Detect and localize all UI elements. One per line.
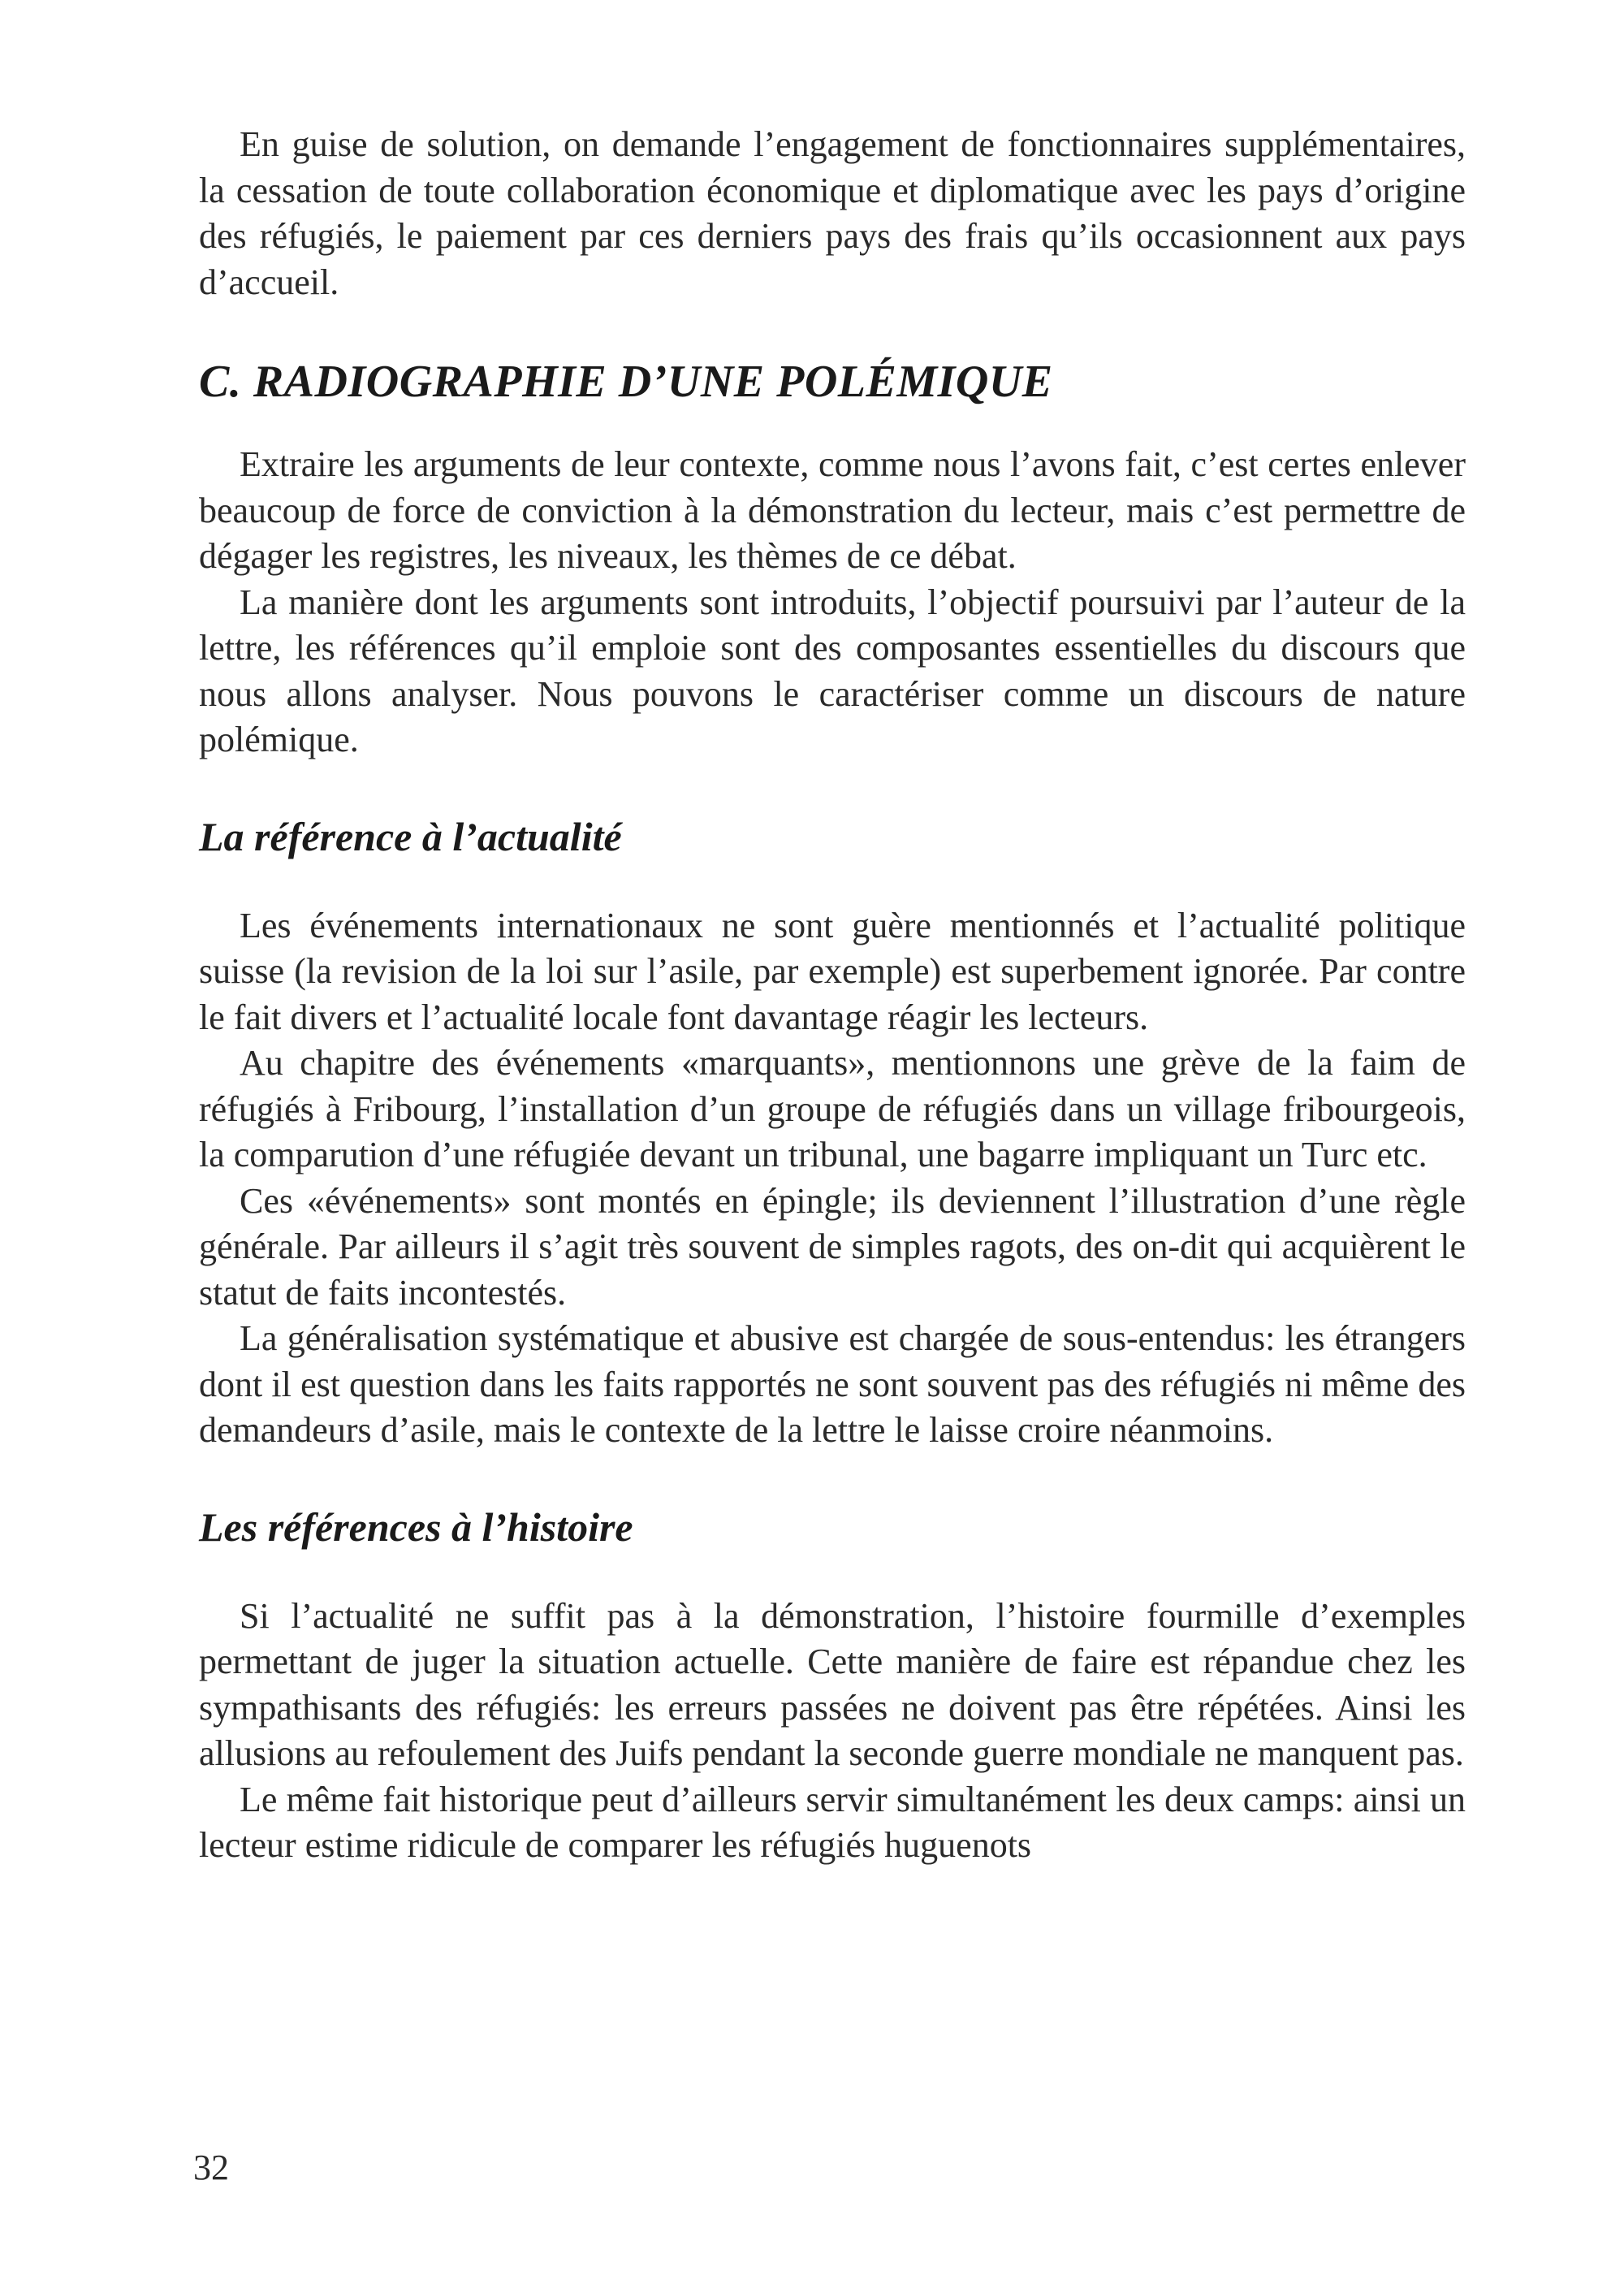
section-c-paragraph-2: La manière dont les arguments sont introduits, l’objectif poursuivi par l’auteur de la lettre, les références qu’il emploie sont des composantes essentielles du discours que nous allons analyser. Nous pouvons le caractériser comme un discours de nature polémique. [199, 582, 1466, 759]
page-number: 32 [193, 2148, 229, 2187]
spacer [199, 1551, 1466, 1594]
spacer [199, 1454, 1466, 1503]
histoire-paragraph-1: Si l’actualité ne suffit pas à la démonstration, l’histoire fourmille d’exemples permettant de juger la situation actuelle. Cette manière de faire est répandue chez les sympathisants des réfugiés: les erreurs passées ne doivent pas être répétées. Ainsi les allusions au refoulement des Juifs pendant la seconde guerre mondiale ne manquent pas. [199, 1595, 1466, 1773]
spacer [199, 408, 1466, 442]
spacer [199, 305, 1466, 356]
actualite-paragraph-2: Au chapitre des événements «marquants», mentionnons une grève de la faim de réfugiés à Fribourg, l’installation d’un groupe de réfugiés dans un village fribourgeois, la comparution d’une réfugiée devant un tribunal, une bagarre impliquant un Turc etc. [199, 1043, 1466, 1174]
subheading-histoire: Les références à l’histoire [199, 1503, 633, 1550]
intro-paragraph: En guise de solution, on demande l’engagement de fonctionnaires supplémentaires, la cessation de toute collaboration économique et diplomatique avec les pays d’origine des réfugiés, le paiement par ces derniers pays des frais qu’ils occasionnent aux pays d’accueil. [199, 124, 1466, 302]
actualite-paragraph-4: La généralisation systématique et abusive est chargée de sous-entendus: les étrangers dont il est question dans les faits rapportés ne sont souvent pas des réfugiés ni même des demandeurs d’asile, mais le contexte de la lettre le laisse croire néanmoins. [199, 1318, 1466, 1450]
subheading-actualite: La référence à l’actualité [199, 813, 622, 859]
actualite-paragraph-3: Ces «événements» sont montés en épingle; ils deviennent l’illustration d’une règle générale. Par ailleurs il s’agit très souvent de simples ragots, des on-dit qui acquièrent le statut de faits incontestés. [199, 1180, 1466, 1313]
page-body [199, 122, 1466, 1869]
histoire-paragraph-2: Le même fait historique peut d’ailleurs servir simultanément les deux camps: ainsi un lecteur estime ridicule de comparer les réfugiés huguenots [199, 1779, 1466, 1865]
section-heading-c: C. RADIOGRAPHIE D’UNE POLÉMIQUE [199, 357, 1053, 407]
spacer [199, 763, 1466, 812]
actualite-paragraph-1: Les événements internationaux ne sont guère mentionnés et l’actualité politique suisse (la revision de la loi sur l’asile, par exemple) est superbement ignorée. Par contre le fait divers et l’actualité locale font davantage réagir les lecteurs. [199, 905, 1466, 1037]
section-c-paragraph-1: Extraire les arguments de leur contexte, comme nous l’avons fait, c’est certes enlever beaucoup de force de conviction à la démonstration du lecteur, mais c’est permettre de dégager les registres, les niveaux, les thèmes de ce débat. [199, 444, 1466, 576]
spacer [199, 861, 1466, 903]
